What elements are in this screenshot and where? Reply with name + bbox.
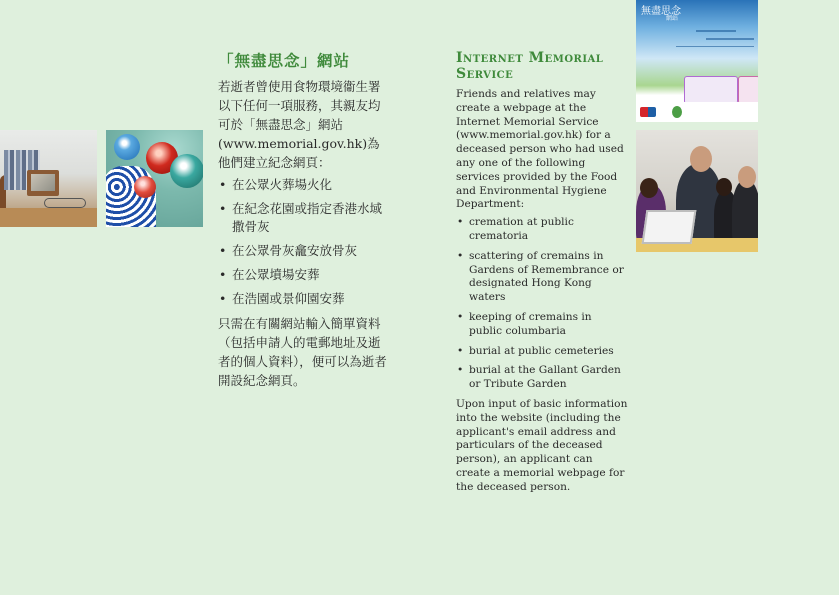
website-text-line — [696, 30, 736, 32]
teal-chime — [170, 154, 203, 188]
chinese-intro: 若逝者曾使用食物環境衞生署以下任何一項服務，其親友均可於「無盡思念」網站(www.memorial.gov.hk)為他們建立紀念網頁： — [218, 79, 381, 170]
books-photo — [0, 130, 97, 227]
person-head — [716, 178, 732, 196]
laptop-shape — [642, 210, 697, 244]
fehd-logo-icon — [640, 107, 656, 117]
website-text-line — [676, 46, 754, 47]
list-item: • 在紀念花園或指定香港水域撒骨灰 — [218, 200, 388, 236]
red-chime-small — [134, 176, 156, 198]
green-logo-icon — [672, 106, 682, 118]
english-outro: Upon input of basic information into the website (including the applicant's email address and particulars of the deceased person), an applicant can create a memorial webpage for the deceased person. — [456, 397, 628, 493]
list-item: • cremation at public crematoria — [456, 216, 628, 244]
list-item: • 在公眾墳場安葬 — [218, 266, 388, 284]
list-item: • 在浩園或景仰園安葬 — [218, 290, 388, 308]
website-panel — [738, 76, 758, 104]
chinese-outro: 只需在有關網站輸入簡單資料（包括申請人的電郵地址及逝者的個人資料），便可以為逝者開設紀念網頁。 — [218, 316, 387, 388]
list-item: • 在公眾骨灰龕安放骨灰 — [218, 242, 388, 260]
picture-frame — [27, 170, 59, 196]
wind-chimes-photo — [106, 130, 203, 227]
person-head — [690, 146, 712, 172]
english-section — [456, 50, 628, 495]
list-item: • keeping of cremains in public columbaria — [456, 311, 628, 339]
chinese-section — [218, 49, 388, 390]
person-head — [640, 178, 658, 198]
frame-picture — [31, 174, 55, 191]
english-service-list — [456, 216, 628, 392]
meeting-photo — [636, 130, 758, 252]
person-head — [738, 166, 756, 188]
website-screenshot-photo — [636, 0, 758, 122]
chinese-service-list — [218, 176, 388, 308]
list-item: • 在公眾火葬場火化 — [218, 176, 388, 194]
list-item: • scattering of cremains in Gardens of Remembrance or designated Hong Kong waters — [456, 250, 628, 305]
chinese-heading: 「無盡思念」網站 — [218, 51, 351, 70]
table-shape — [0, 208, 97, 227]
list-item: • burial at public cemeteries — [456, 345, 628, 359]
english-intro: Friends and relatives may create a webpage at the Internet Memorial Service (www.memorial.gov.hk) for a deceased person who had used any one of the following services provided by the Food and Environmental Hygiene Department: — [456, 88, 624, 211]
website-text-line — [706, 38, 754, 40]
glasses-shape — [44, 198, 86, 208]
blue-chime — [114, 134, 140, 160]
website-subtitle: 網站 — [666, 15, 679, 22]
person-shape — [732, 180, 758, 246]
english-heading: Internet Memorial Service — [456, 50, 604, 82]
website-title: 無盡思念 — [641, 6, 681, 17]
website-panel — [684, 76, 738, 104]
list-item: • burial at the Gallant Garden or Tribute Garden — [456, 364, 628, 392]
